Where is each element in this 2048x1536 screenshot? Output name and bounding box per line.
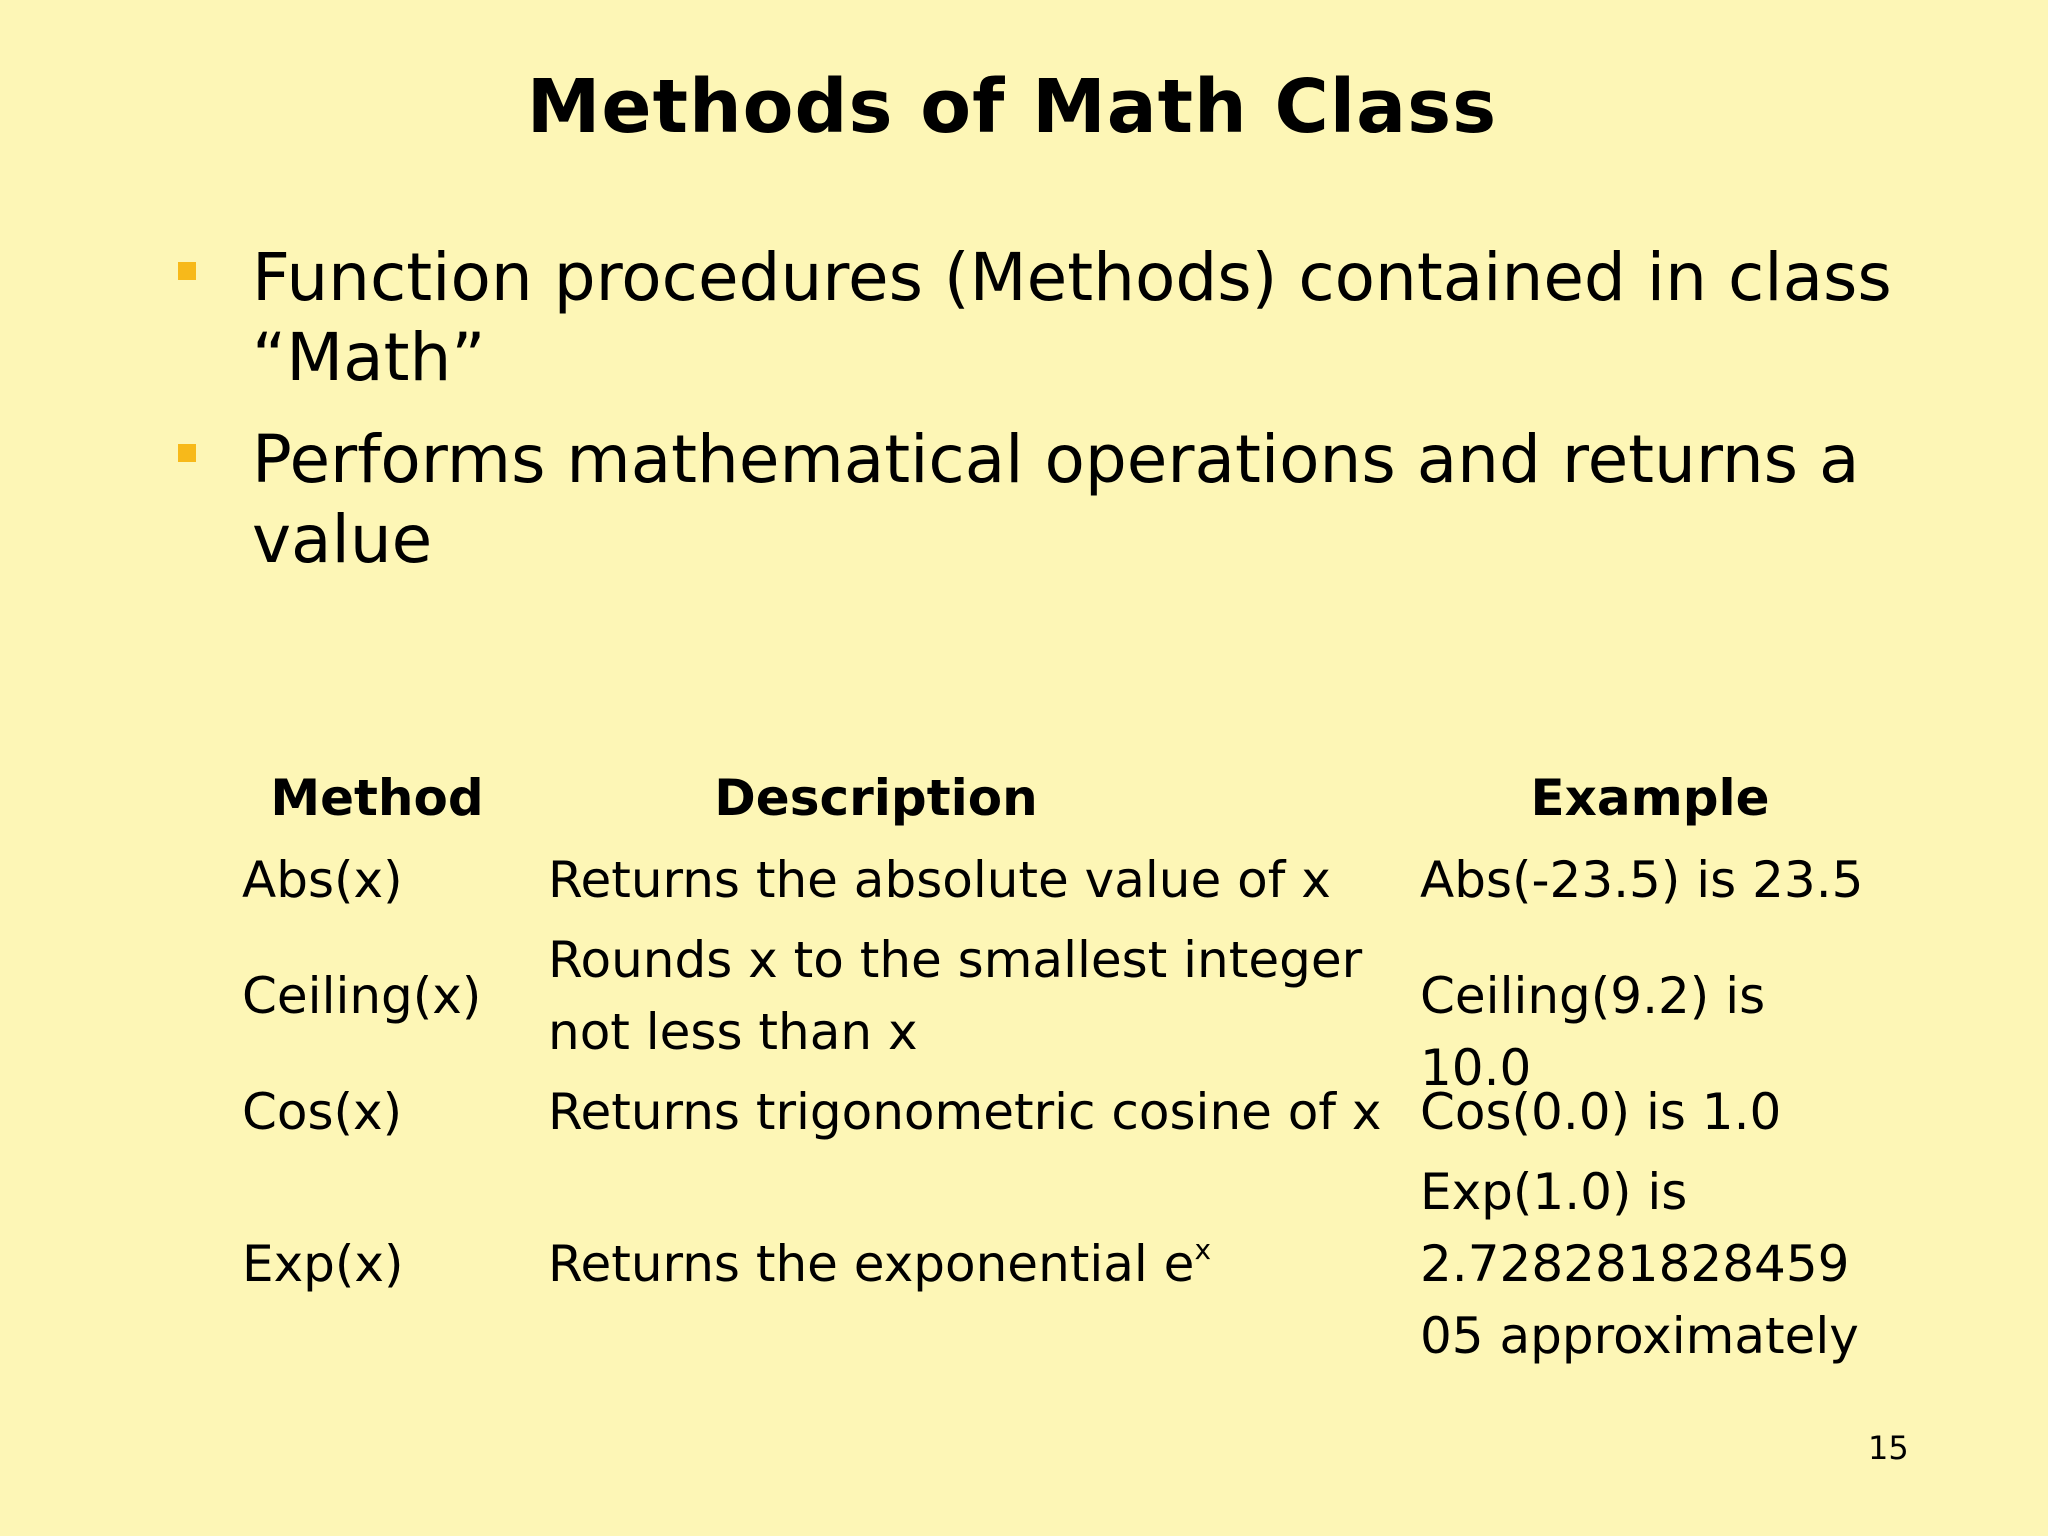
slide-title-text: Methods of Math Class <box>526 64 1498 150</box>
description-line: Rounds x to the smallest integer <box>548 931 1363 989</box>
method-cell: Cos(x) <box>242 1083 403 1141</box>
bullet-text: Performs mathematical operations and returns a value <box>252 421 1860 578</box>
square-bullet-icon <box>178 444 196 462</box>
example-cell: Abs(-23.5) is 23.5 <box>1420 851 1864 909</box>
page-number: 15 <box>1868 1429 1909 1467</box>
example-cell: Cos(0.0) is 1.0 <box>1420 1083 1782 1141</box>
bullet-text: Function procedures (Methods) contained in class “Math” <box>252 239 1892 396</box>
example-line: 05 approximately <box>1420 1307 1859 1365</box>
header-example: Example <box>1530 769 1770 827</box>
description-cell <box>548 1228 1408 1300</box>
description-base: Returns the exponential e <box>548 1235 1195 1293</box>
method-cell: Ceiling(x) <box>242 967 482 1025</box>
method-cell: Exp(x) <box>242 1235 404 1293</box>
description-cell: Returns trigonometric cosine of x <box>548 1083 1382 1141</box>
description-line: not less than x <box>548 1003 918 1061</box>
description-cell: Returns the absolute value of x <box>548 851 1331 909</box>
square-bullet-icon <box>178 262 196 280</box>
description-cell <box>548 924 1408 1068</box>
header-method: Method <box>270 769 484 827</box>
method-cell: Abs(x) <box>242 851 403 909</box>
example-line: Exp(1.0) is <box>1420 1163 1688 1221</box>
example-line: 2.728281828459 <box>1420 1235 1850 1293</box>
example-cell <box>1420 1156 1880 1372</box>
example-cell: Ceiling(9.2) is 10.0 <box>1420 967 1766 1097</box>
header-description: Description <box>714 769 1038 827</box>
description-superscript: x <box>1194 1233 1212 1266</box>
slide-title <box>0 62 2048 152</box>
